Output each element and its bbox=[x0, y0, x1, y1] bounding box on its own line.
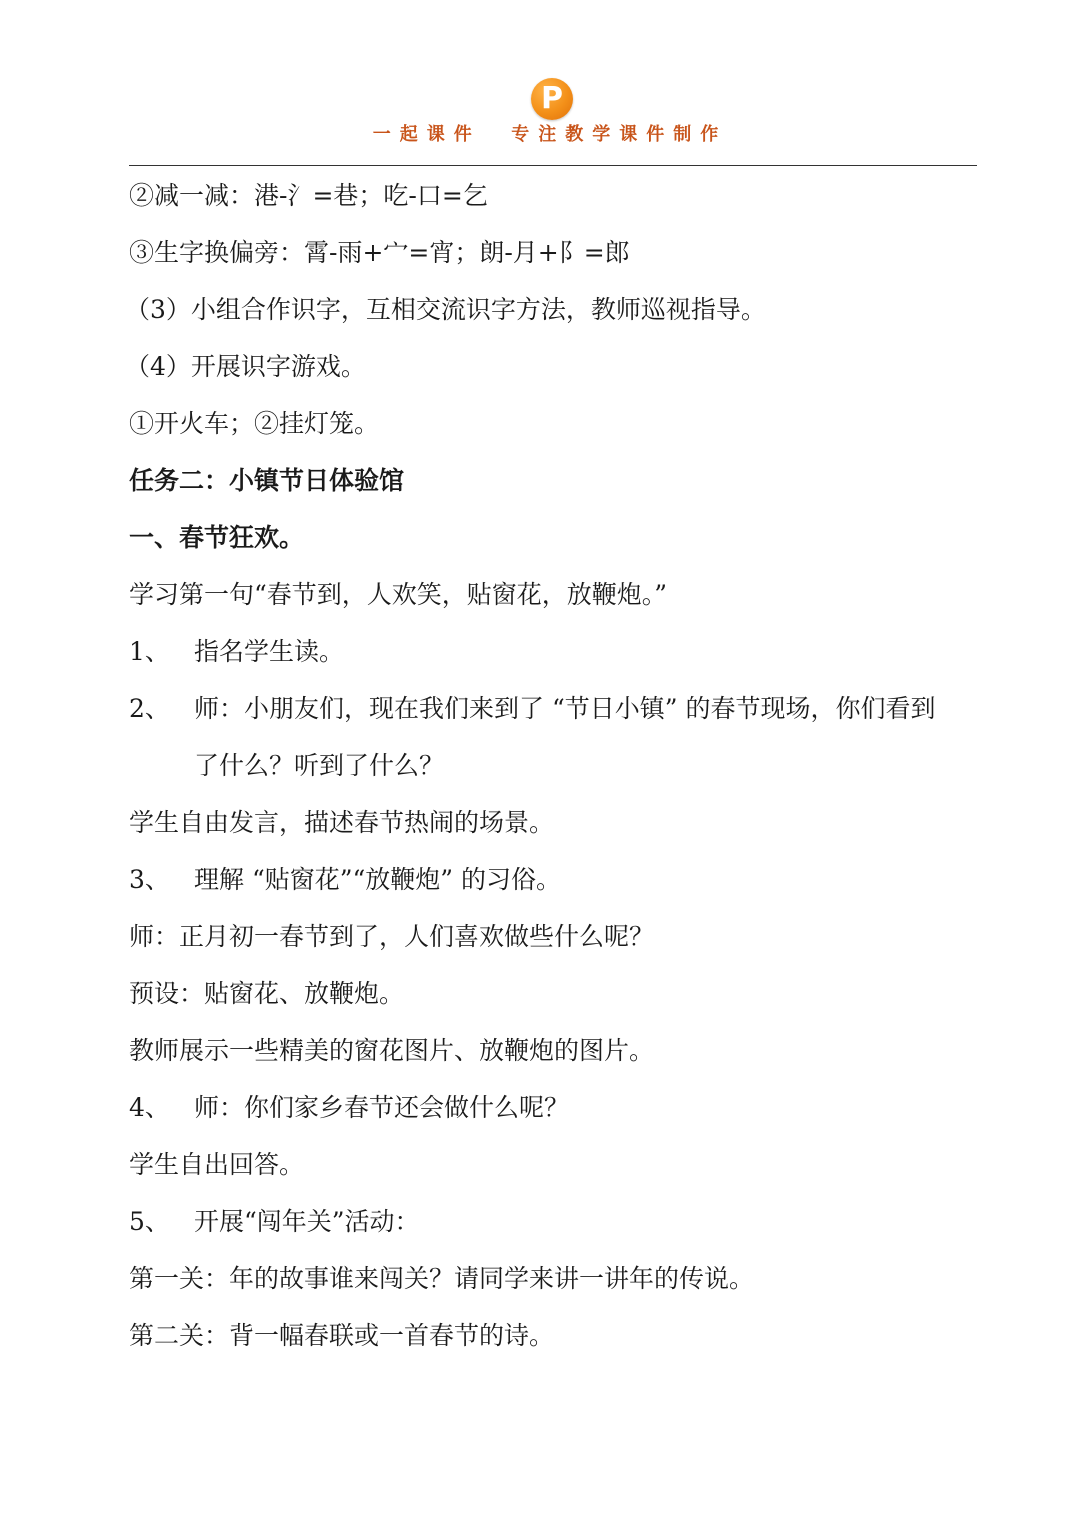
list-number: 3、 bbox=[129, 865, 170, 894]
list-item-1 bbox=[129, 625, 344, 679]
line-games: ①开火车；②挂灯笼。 bbox=[129, 409, 380, 438]
line-step-4: （4）开展识字游戏。 bbox=[125, 352, 366, 381]
line-preset-answer: 预设：贴窗花、放鞭炮。 bbox=[129, 979, 405, 1008]
header-tagline: 一起课件 专注教学课件制作 bbox=[372, 124, 728, 145]
list-item-5 bbox=[129, 1195, 420, 1249]
list-number: 2、 bbox=[129, 694, 170, 723]
line-learn-sentence: 学习第一句“春节到，人欢笑，贴窗花，放鞭炮。” bbox=[129, 580, 668, 609]
line-step-3: （3）小组合作识字，互相交流识字方法，教师巡视指导。 bbox=[125, 295, 766, 324]
list-text: 师：小朋友们，现在我们来到了 “节日小镇” 的春节现场，你们看到 bbox=[194, 694, 936, 723]
header-divider bbox=[129, 165, 977, 166]
line-huan-pian-pang: ③生字换偏旁：霄-雨+宀=宵；朗-月+阝=郎 bbox=[129, 238, 630, 267]
section-heading-task-2: 任务二：小镇节日体验馆 bbox=[129, 466, 405, 495]
list-text: 指名学生读。 bbox=[194, 637, 345, 666]
logo-icon bbox=[531, 78, 573, 120]
line-level-2: 第二关：背一幅春联或一首春节的诗。 bbox=[129, 1321, 555, 1350]
list-number: 5、 bbox=[129, 1207, 170, 1236]
logo-letter: P bbox=[541, 81, 563, 116]
list-text: 理解 “贴窗花”“放鞭炮” 的习俗。 bbox=[194, 865, 562, 894]
list-item-3 bbox=[129, 853, 561, 907]
list-item-2-continued: 了什么？听到了什么？ bbox=[194, 751, 445, 780]
section-heading-spring-festival: 一、春节狂欢。 bbox=[129, 523, 305, 552]
list-item-4 bbox=[129, 1081, 569, 1135]
list-number: 1、 bbox=[129, 637, 170, 666]
page-header bbox=[0, 0, 1080, 170]
line-free-speech: 学生自由发言，描述春节热闹的场景。 bbox=[129, 808, 555, 837]
line-teacher-question: 师：正月初一春节到了，人们喜欢做些什么呢？ bbox=[129, 922, 655, 951]
line-jian-yi-jian: ②减一减：港-氵=巷；吃-口=乞 bbox=[129, 181, 488, 210]
line-level-1: 第一关：年的故事谁来闯关？请同学来讲一讲年的传说。 bbox=[129, 1264, 755, 1293]
line-student-answer: 学生自出回答。 bbox=[129, 1150, 305, 1179]
line-show-pictures: 教师展示一些精美的窗花图片、放鞭炮的图片。 bbox=[129, 1036, 655, 1065]
list-number: 4、 bbox=[129, 1093, 170, 1122]
list-text: 师：你们家乡春节还会做什么呢？ bbox=[194, 1093, 570, 1122]
list-item-2 bbox=[129, 682, 935, 736]
list-text: 开展“闯年关”活动： bbox=[194, 1207, 420, 1236]
